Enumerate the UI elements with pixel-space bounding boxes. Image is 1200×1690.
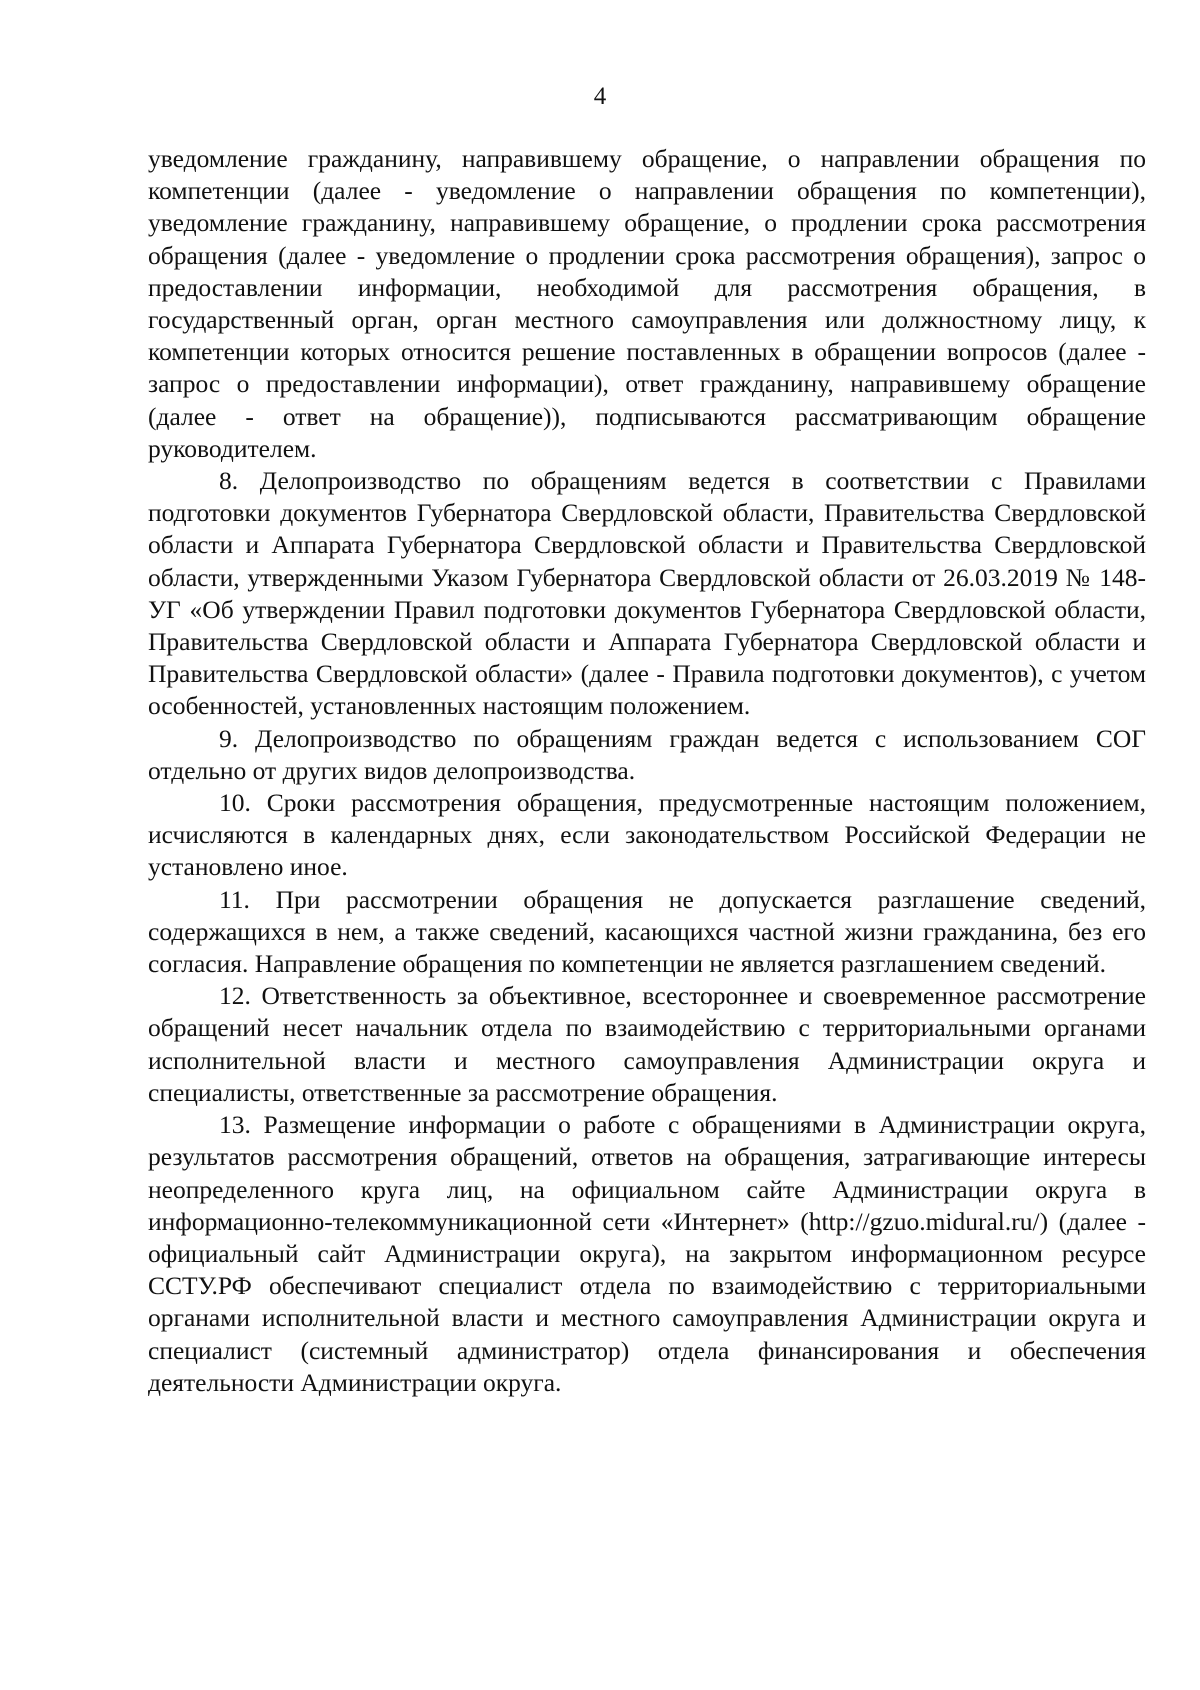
paragraph-13: 13. Размещение информации о работе с обращениями в Администрации округа, результатов рассмотрения обращений, ответов на обращения, затрагивающие интересы неопределенного круга лиц, на официальном сайте Администрации округа в информационно-телекоммуникационной сети «Интернет» (http://gzuo.midural.ru/) (далее - официальный сайт Администрации округа), на закрытом информационном ресурсе ССТУ.РФ обеспечивают специалист отдела по взаимодействию с территориальными органами исполнительной власти и местного самоуправления Администрации округа и специалист (системный администратор) отдела финансирования и обеспечения деятельности Администрации округа. bbox=[148, 1110, 1146, 1397]
page-number: 4 bbox=[593, 83, 607, 110]
paragraph-11: 11. При рассмотрении обращения не допускается разглашение сведений, содержащихся в нем, а также сведений, касающихся частной жизни гражданина, без его согласия. Направление обращения по компетенции не является разглашением сведений. bbox=[148, 884, 1146, 979]
document-body bbox=[148, 143, 1146, 1399]
paragraph-8: 8. Делопроизводство по обращениям ведется в соответствии с Правилами подготовки документов Губернатора Свердловской области, Правительства Свердловской области и Аппарата Губернатора Свердловской области и Правительства Свердловской области, утвержденными Указом Губернатора Свердловской области от 26.03.2019 № 148-УГ «Об утверждении Правил подготовки документов Губернатора Свердловской области, Правительства Свердловской области и Аппарата Губернатора Свердловской области и Правительства Свердловской области» (далее - Правила подготовки документов), с учетом особенностей, установленных настоящим положением. bbox=[148, 466, 1146, 721]
paragraph-12: 12. Ответственность за объективное, всестороннее и своевременное рассмотрение обращений несет начальник отдела по взаимодействию с территориальными органами исполнительной власти и местного самоуправления Администрации округа и специалисты, ответственные за рассмотрение обращения. bbox=[148, 981, 1146, 1107]
paragraph-9: 9. Делопроизводство по обращениям граждан ведется с использованием СОГ отдельно от других видов делопроизводства. bbox=[148, 723, 1146, 785]
paragraph-continuation: уведомление гражданину, направившему обращение, о направлении обращения по компетенции (далее - уведомление о направлении обращения по компетенции), уведомление гражданину, направившему обращение, о продлении срока рассмотрения обращения (далее - уведомление о продлении срока рассмотрения обращения), запрос о предоставлении информации, необходимой для рассмотрения обращения, в государственный орган, орган местного самоуправления или должностному лицу, к компетенции которых относится решение поставленных в обращении вопросов (далее - запрос о предоставлении информации), ответ гражданину, направившему обращение (далее - ответ на обращение)), подписываются рассматривающим обращение руководителем. bbox=[148, 144, 1146, 463]
paragraph-10: 10. Сроки рассмотрения обращения, предусмотренные настоящим положением, исчисляются в календарных днях, если законодательством Российской Федерации не установлено иное. bbox=[148, 788, 1146, 882]
